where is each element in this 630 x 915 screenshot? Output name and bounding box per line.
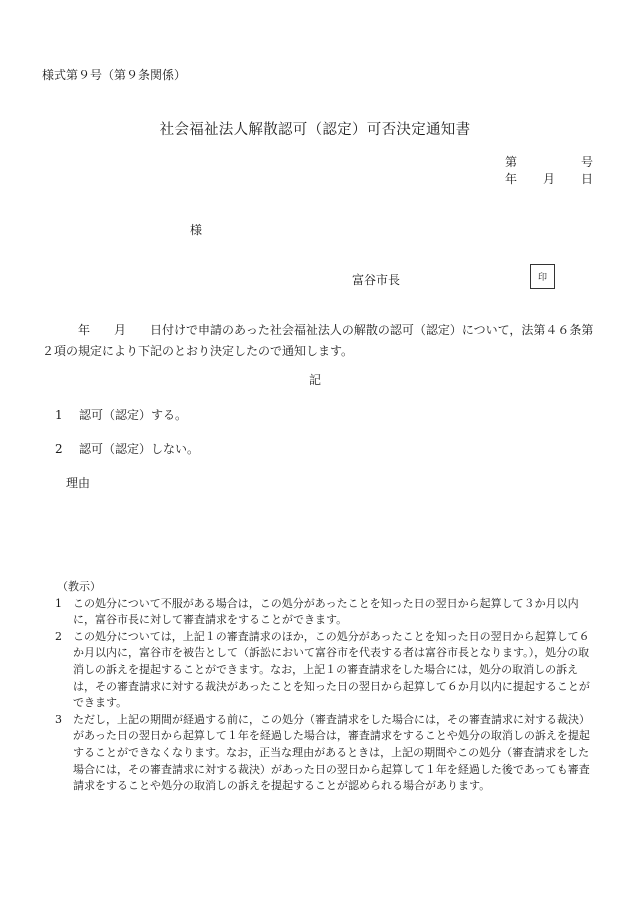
body-month: 月 [114,323,127,337]
date-month: 月 [543,172,556,186]
date-year: 年 [505,172,518,186]
instruction-note [55,596,600,629]
document-number-go: 号 [581,155,594,169]
note-number: 2 [55,629,62,643]
body-text: 日付けで申請のあった社会福祉法人の解散の認可（認定）について，法第４６条第２項の規定により下記のとおり決定したので通知します。 [42,323,594,358]
addressee-sama: 様 [190,223,203,237]
item-text: 認可（認定）しない。 [79,442,200,456]
document-title: 社会福祉法人解散認可（認定）可否決定通知書 [159,122,471,138]
form-number: 様式第９号（第９条関係） [42,68,187,82]
instruction-heading: （教示） [57,580,101,593]
decision-item-approve [55,406,187,423]
item-text: 認可（認定）する。 [79,408,188,422]
note-number: 1 [55,596,62,610]
note-text: この処分について不服がある場合は，この処分があったことを知った日の翌日から起算して３か月以内に，富谷市長に対して審査請求をすることができます。 [73,596,579,627]
reason-label: 理由 [66,476,91,490]
note-text: この処分については，上記１の審査請求のほか，この処分があったことを知った日の翌日から起算して６か月以内に，富谷市を被告として（訴訟において富谷市を代表する者は富谷市長となります。），処分の取消しの訴えを提起することができます。なお，上記１の審査請求をした場合には，処分の取消しの訴えは，その審査請求に対する裁決があったことを知った日の翌日から起算して６か月以内に提起することができます。 [73,629,590,710]
body-year: 年 [78,323,91,337]
instruction-section [55,579,600,795]
issuer-name: 富谷市長 [352,273,401,287]
decision-item-reject [55,440,199,457]
item-number: 1 [55,408,63,422]
item-number: 2 [55,442,63,456]
note-number: 3 [55,712,62,726]
note-text: ただし，上記の期間が経過する前に，この処分（審査請求をした場合には，その審査請求に対する裁決）があった日の翌日から起算して１年を経過した場合は，審査請求をすることや処分の取消しの訴えを提起することができなくなります。なお，正当な理由があるときは，上記の期間やこの処分（審査請求をした場合には，その審査請求に対する裁決）があった日の翌日から起算して１年を経過した後であっても審査請求をすることや処分の取消しの訴えを提起することが認められる場合があります。 [73,712,590,793]
document-number-dai: 第 [505,155,518,169]
date-day: 日 [581,172,594,186]
notification-body [42,320,597,362]
seal-box [530,264,555,289]
seal-label: 印 [537,273,547,283]
instruction-note [55,629,600,712]
ki-heading: 記 [308,373,321,387]
instruction-note [55,712,600,795]
